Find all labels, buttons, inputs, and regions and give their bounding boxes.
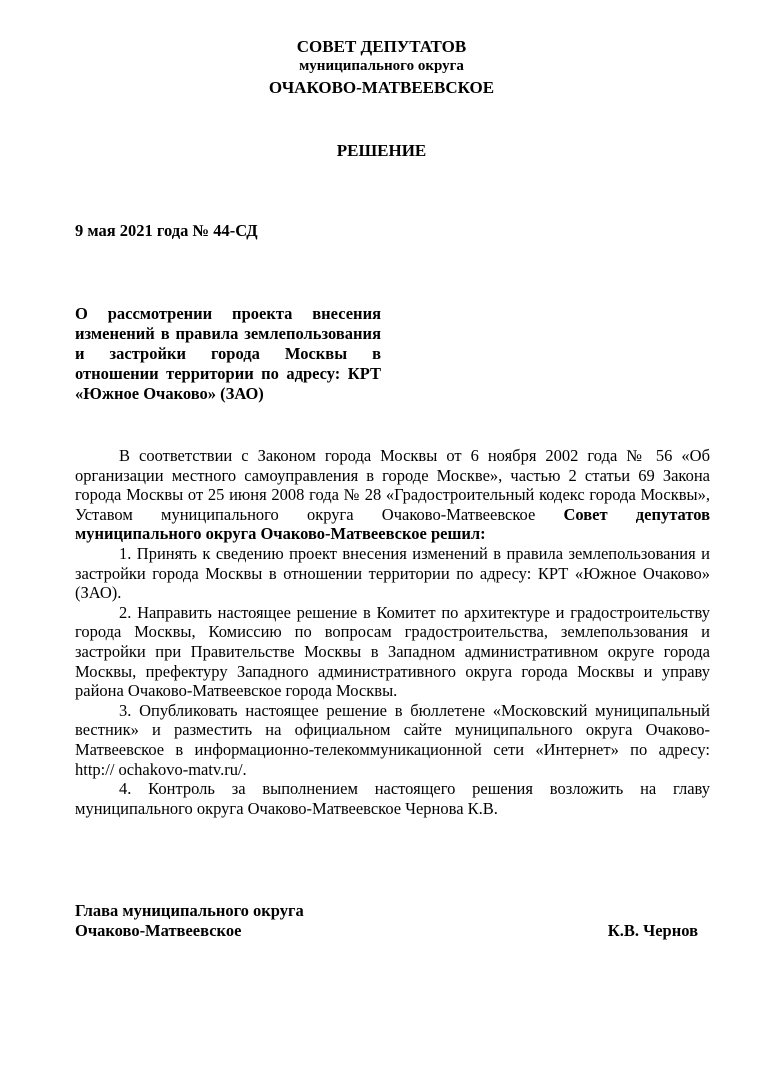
preamble-resolution: Совет депутатов муниципального округа Очаково-Матвеевское решил: (75, 504, 710, 544)
item-4: 4. Контроль за выполнением настоящего решения возложить на главу муниципального округа Очаково-Матвеевское Чернова К.В. (75, 779, 710, 818)
date-and-number: 9 мая 2021 года № 44-СД (75, 221, 258, 240)
document-type: РЕШЕНИЕ (336, 141, 427, 160)
preamble-text: В соответствии с Законом города Москвы от 6 ноября 2002 года № 56 «Об организации местного самоуправления в городе Москве», частью 2 статьи 69 Закона города Москвы от 25 июня 2008 года № 28 «Градостроительный кодекс города Москвы», Уставом муниципального округа Очаково-Матвеевское (75, 446, 710, 524)
district-name: ОЧАКОВО-МАТВЕЕВСКОЕ (268, 78, 495, 97)
signatory-name: К.В. Чернов (607, 921, 698, 940)
decision-subject: О рассмотрении проекта внесения изменений в правила землепользования и застройки города Москвы в отношении территории по адресу: КРТ «Южное Очаково» (ЗАО) (75, 304, 381, 403)
decision-body (75, 446, 710, 818)
signatory-title (75, 901, 304, 941)
item-2: 2. Направить настоящее решение в Комитет по архитектуре и градостроительству города Москвы, Комиссию по вопросам градостроительства, землепользования и застройки при Правительстве Москвы в Западном административном округе города Москвы, префектуру Западного административного округа города Москвы и управу района Очаково-Матвеевское города Москвы. (75, 602, 710, 701)
council-name: СОВЕТ ДЕПУТАТОВ (296, 37, 467, 56)
signatory-title-line2: Очаково-Матвеевское (75, 921, 242, 940)
council-subtitle: муниципального округа (299, 58, 464, 74)
item-3: 3. Опубликовать настоящее решение в бюллетене «Московский муниципальный вестник» и разместить на официальном сайте муниципального округа Очаково-Матвеевское в информационно-телекоммуникационной сети «Интернет» по адресу: http:// ochakovo-matv.ru/. (75, 700, 710, 779)
preamble-paragraph (75, 446, 710, 544)
signatory-title-line1: Глава муниципального округа (75, 901, 304, 920)
item-1: 1. Принять к сведению проект внесения изменений в правила землепользования и застройки города Москвы в отношении территории по адресу: КРТ «Южное Очаково» (ЗАО). (75, 543, 710, 603)
